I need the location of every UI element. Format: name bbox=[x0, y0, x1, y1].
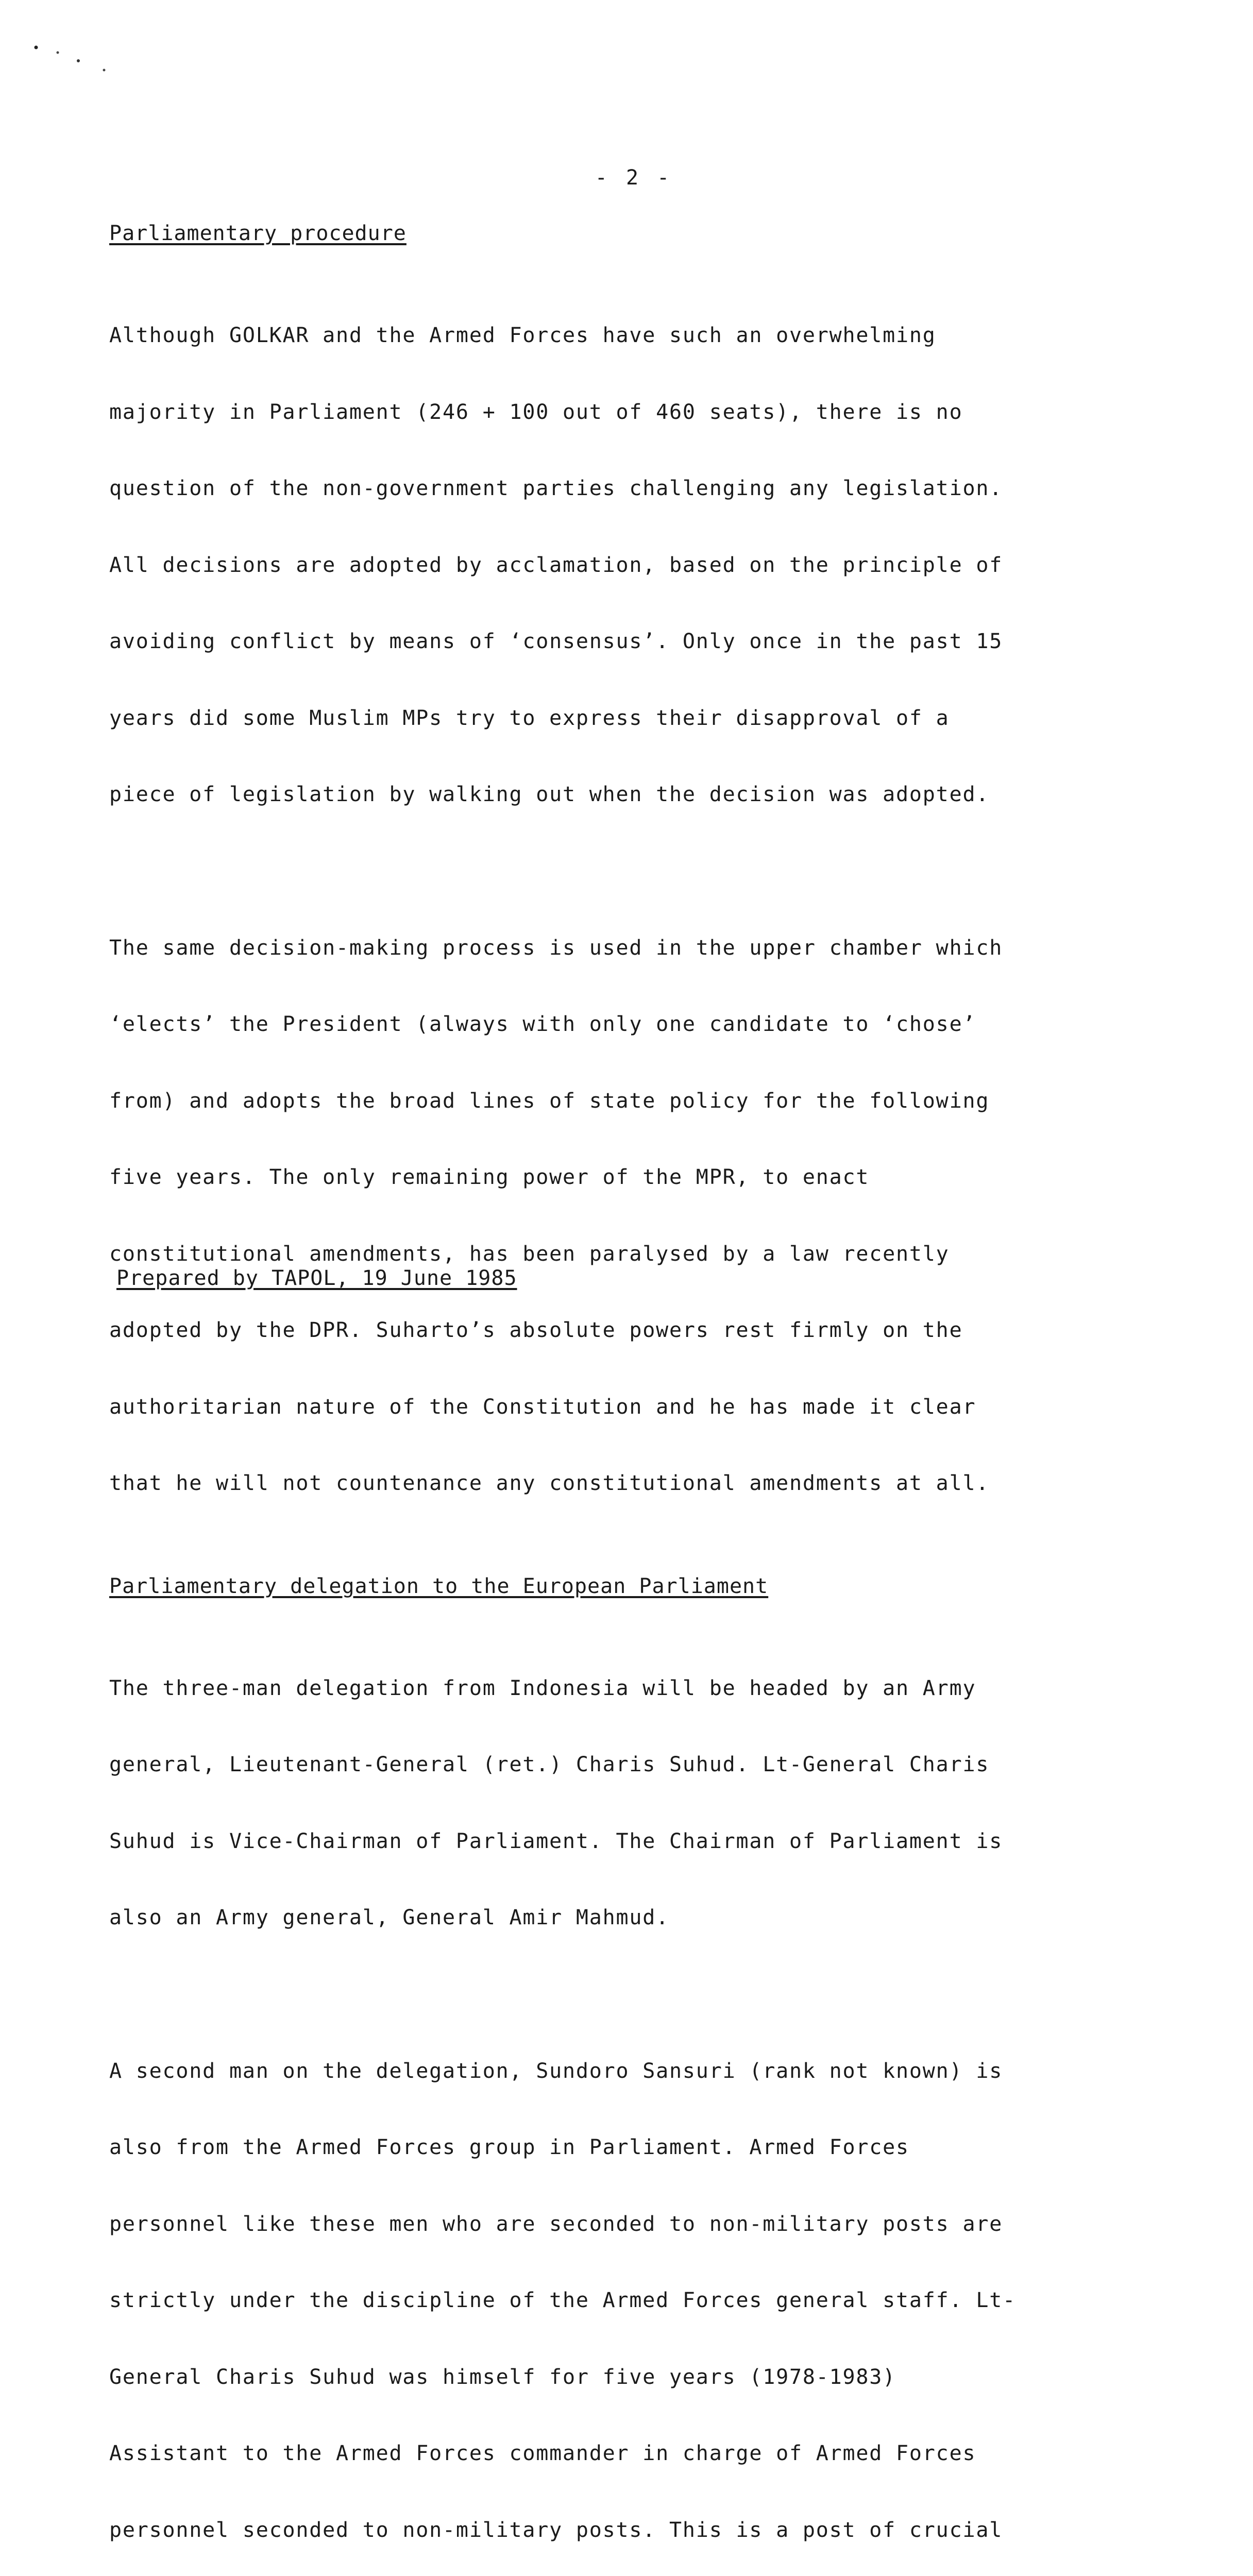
text-line: also from the Armed Forces group in Parliament. Armed Forces bbox=[109, 2135, 1160, 2161]
text-line: ‘elects’ the President (always with only one candidate to ‘chose’ bbox=[109, 1012, 1160, 1038]
text-line: All decisions are adopted by acclamation, based on the principle of bbox=[109, 553, 1160, 579]
text-line: strictly under the discipline of the Armed Forces general staff. Lt- bbox=[109, 2288, 1160, 2314]
text-line: A second man on the delegation, Sundoro Sansuri (rank not known) is bbox=[109, 2059, 1160, 2084]
speck bbox=[103, 69, 106, 72]
paragraph bbox=[109, 1625, 1160, 1982]
text-line: adopted by the DPR. Suharto’s absolute powers rest firmly on the bbox=[109, 1318, 1160, 1344]
text-line: majority in Parliament (246 + 100 out of 460 seats), there is no bbox=[109, 400, 1160, 426]
speck bbox=[77, 59, 80, 62]
page-number: - 2 - bbox=[592, 166, 675, 190]
document-body bbox=[109, 221, 1160, 2576]
signoff: Prepared by TAPOL, 19 June 1985 bbox=[116, 1265, 517, 1291]
text-line: piece of legislation by walking out when the decision was adopted. bbox=[109, 782, 1160, 808]
text-line: The three-man delegation from Indonesia will be headed by an Army bbox=[109, 1676, 1160, 1702]
text-line: Assistant to the Armed Forces commander in charge of Armed Forces bbox=[109, 2441, 1160, 2467]
text-line: General Charis Suhud was himself for five years (1978-1983) bbox=[109, 2365, 1160, 2391]
text-line: also an Army general, General Amir Mahmud. bbox=[109, 1905, 1160, 1931]
text-line: years did some Muslim MPs try to express their disapproval of a bbox=[109, 706, 1160, 732]
text-line: question of the non-government parties challenging any legislation. bbox=[109, 476, 1160, 502]
text-line: personnel seconded to non-military posts. This is a post of crucial bbox=[109, 2518, 1160, 2544]
text-line: Although GOLKAR and the Armed Forces have such an overwhelming bbox=[109, 323, 1160, 349]
paragraph bbox=[109, 2008, 1160, 2576]
paragraph bbox=[109, 272, 1160, 859]
section-heading-parliamentary-procedure: Parliamentary procedure bbox=[109, 221, 1160, 246]
speck bbox=[57, 52, 59, 54]
text-line: avoiding conflict by means of ‘consensus’. Only once in the past 15 bbox=[109, 629, 1160, 655]
section-heading-parliamentary-delegation: Parliamentary delegation to the European Parliament bbox=[109, 1573, 1160, 1599]
scan-specks bbox=[31, 41, 124, 77]
text-line: The same decision-making process is used in the upper chamber which bbox=[109, 936, 1160, 961]
text-line: constitutional amendments, has been paralysed by a law recently bbox=[109, 1242, 1160, 1267]
text-line: general, Lieutenant-General (ret.) Charis Suhud. Lt-General Charis bbox=[109, 1752, 1160, 1778]
speck bbox=[35, 46, 38, 49]
text-line: Suhud is Vice-Chairman of Parliament. The Chairman of Parliament is bbox=[109, 1829, 1160, 1855]
paragraph bbox=[109, 885, 1160, 1548]
text-line: that he will not countenance any constitutional amendments at all. bbox=[109, 1471, 1160, 1497]
text-line: from) and adopts the broad lines of state policy for the following bbox=[109, 1089, 1160, 1114]
text-line: five years. The only remaining power of the MPR, to enact bbox=[109, 1165, 1160, 1191]
text-line: authoritarian nature of the Constitution and he has made it clear bbox=[109, 1395, 1160, 1420]
text-line: personnel like these men who are seconded to non-military posts are bbox=[109, 2212, 1160, 2238]
